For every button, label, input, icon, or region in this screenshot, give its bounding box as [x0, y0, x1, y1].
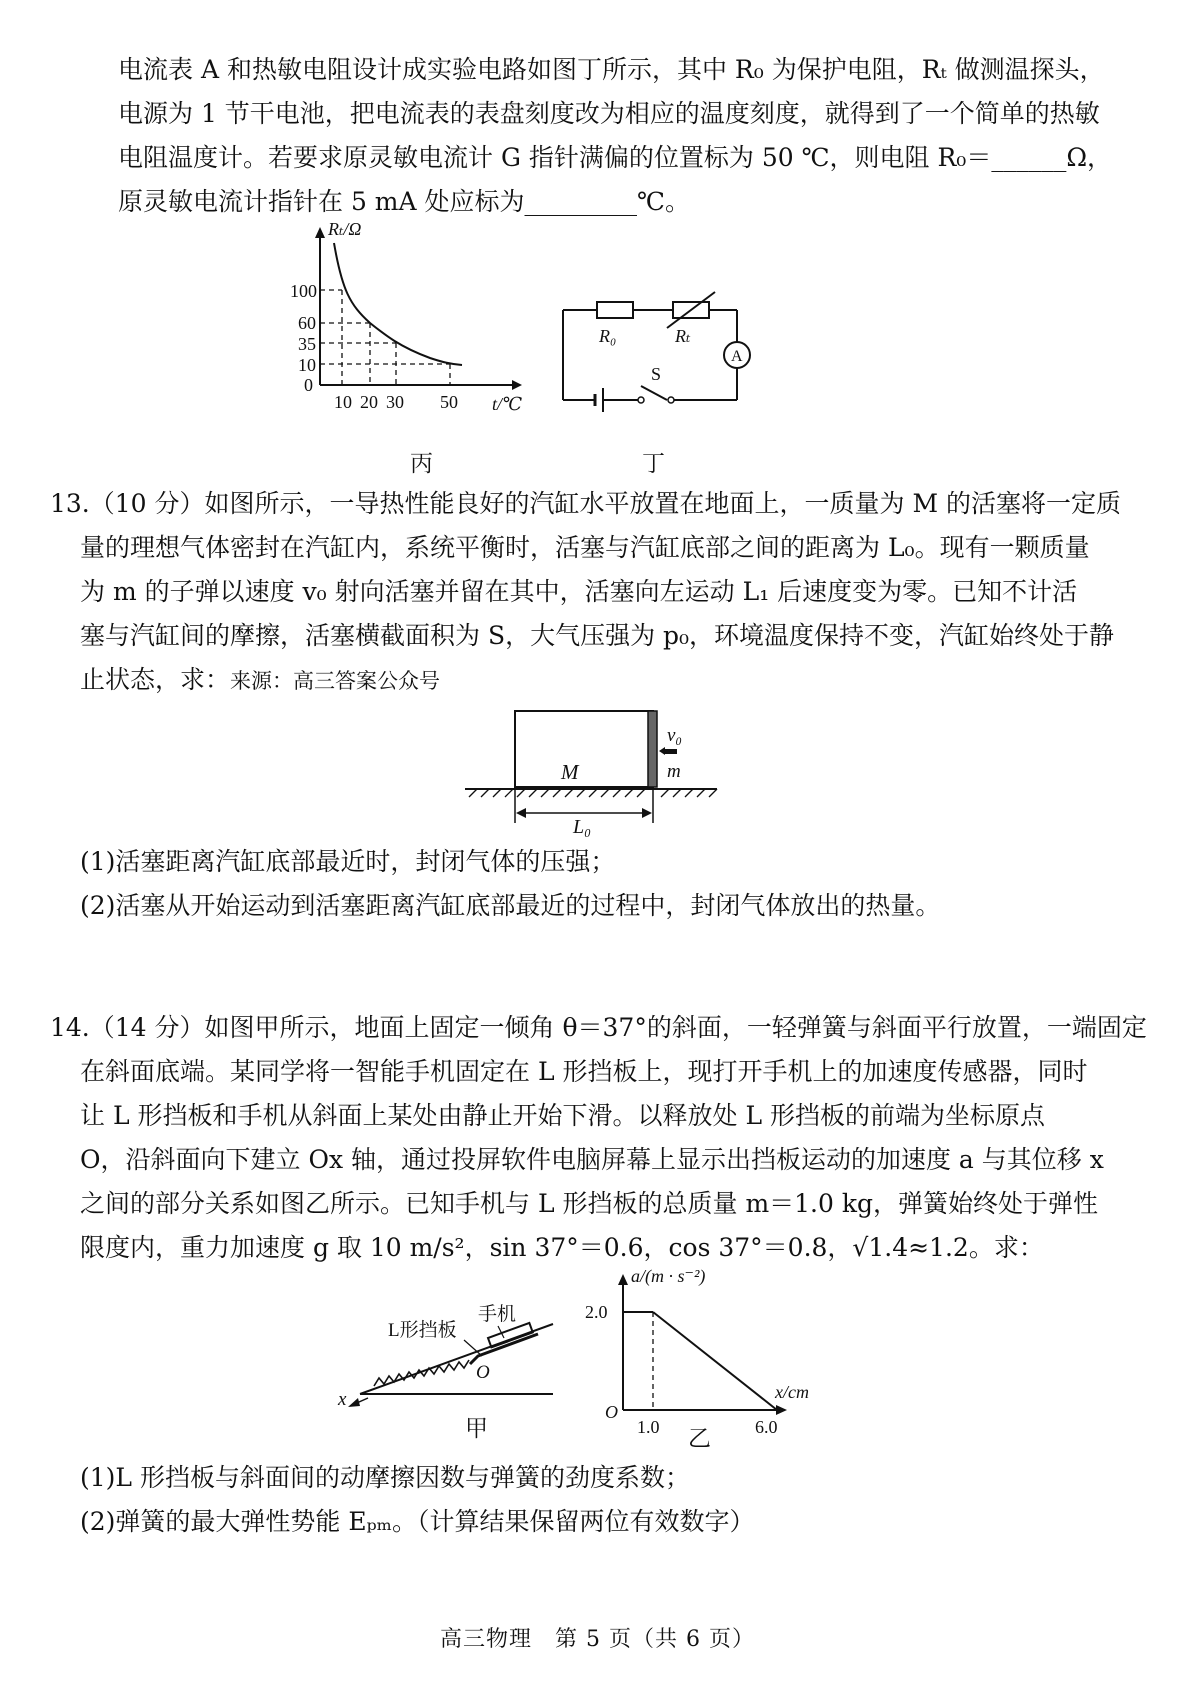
intro-line-1: 电流表 A 和热敏电阻设计成实验电路如图丁所示，其中 R₀ 为保护电阻，Rₜ 做测温探头，: [118, 55, 1105, 84]
q13-line-5: 止状态，求：: [80, 665, 231, 694]
q13-line-2: 量的理想气体密封在汽缸内，系统平衡时，活塞与汽缸底部之间的距离为 L₀。现有一颗质量: [80, 533, 1090, 562]
yi-x-tick-1: 1.0: [637, 1417, 660, 1437]
ammeter-label: A: [731, 348, 743, 365]
q14-line-5: 之间的部分关系如图乙所示。已知手机与 L 形挡板的总质量 m＝1.0 kg，弹簧始终处于弹性: [80, 1189, 1099, 1218]
v0-label: v₀: [667, 725, 683, 746]
q14-line-6: 限度内，重力加速度 g 取 10 m/s²，sin 37°＝0.6，cos 37°＝0.8，√1.4≈1.2。求：: [80, 1233, 1044, 1262]
bing-origin: 0: [304, 375, 313, 395]
jia-x-label: x: [338, 1389, 347, 1410]
switch-label: S: [651, 364, 662, 384]
bing-curve: [334, 243, 462, 365]
bing-caption: 丙: [410, 451, 433, 477]
bing-y-tick-35: 35: [298, 334, 316, 354]
q14-part-1: (1)L 形挡板与斜面间的动摩擦因数与弹簧的劲度系数；: [80, 1463, 690, 1492]
mass-M-label: M: [561, 760, 579, 784]
l0-label: L₀: [573, 816, 592, 838]
bing-ylabel: Rₜ/Ω: [328, 219, 362, 239]
bing-x-tick-10: 10: [334, 392, 352, 412]
q13-line-1: 13.（10 分）如图所示，一导热性能良好的汽缸水平放置在地面上，一质量为 M 的活塞将一定质: [50, 489, 1122, 518]
jia-o-label: O: [476, 1362, 490, 1383]
yi-y-tick: 2.0: [585, 1302, 608, 1322]
figure-q13-cylinder: [455, 705, 735, 838]
q14-part-2: (2)弹簧的最大弹性势能 Eₚₘ。（计算结果保留两位有效数字）: [80, 1507, 755, 1536]
bing-y-tick-60: 60: [298, 313, 316, 333]
figure-bing-graph: [290, 219, 560, 440]
bing-x-arrow: [512, 380, 522, 390]
spring: [374, 1360, 469, 1386]
rt-label: Rₜ: [675, 326, 691, 346]
bing-y-arrow: [315, 227, 325, 238]
q14-line-4: O，沿斜面向下建立 Ox 轴，通过投屏软件电脑屏幕上显示出挡板运动的加速度 a 与其位移 x: [80, 1145, 1104, 1174]
q13-part-1: (1)活塞距离汽缸底部最近时，封闭气体的压强；: [80, 847, 616, 876]
l-board-label: L形挡板: [388, 1320, 457, 1341]
yi-caption: 乙: [688, 1426, 711, 1452]
l-board: [470, 1334, 538, 1364]
intro-line-3: 电阻温度计。若要求原灵敏电流计 G 指针满偏的位置标为 50 ℃，则电阻 R₀＝______Ω，: [118, 143, 1113, 172]
q14-line-2: 在斜面底端。某同学将一智能手机固定在 L 形挡板上，现打开手机上的加速度传感器，同时: [80, 1057, 1088, 1086]
q13-line-4: 塞与汽缸间的摩擦，活塞横截面积为 S，大气压强为 p₀，环境温度保持不变，汽缸始终处于静: [80, 621, 1115, 650]
switch-lever: [641, 386, 667, 400]
q13-part-2: (2)活塞从开始运动到活塞距离汽缸底部最近的过程中，封闭气体放出的热量。: [80, 891, 941, 920]
bing-y-tick-10: 10: [298, 355, 316, 375]
q13-line-3: 为 m 的子弹以速度 v₀ 射向活塞并留在其中，活塞向左运动 L₁ 后速度变为零。已知不计活: [80, 577, 1078, 606]
figure-yi-graph: [585, 1266, 835, 1437]
figure-jia-incline: [338, 1290, 568, 1410]
bullet-arrow: [659, 747, 665, 755]
yi-origin: O: [605, 1402, 618, 1422]
intro-line-2: 电源为 1 节干电池，把电流表的表盘刻度改为相应的温度刻度，就得到了一个简单的热敏: [118, 99, 1100, 128]
bullet-m-label: m: [667, 761, 681, 782]
bullet: [665, 749, 677, 754]
q14-line-1: 14.（14 分）如图甲所示，地面上固定一倾角 θ＝37°的斜面，一轻弹簧与斜面平行放置，一端固定: [50, 1013, 1147, 1042]
bing-xlabel: t/℃: [492, 394, 523, 414]
yi-ylabel: a/(m · s⁻²): [631, 1266, 706, 1286]
figure-ding-circuit: [555, 290, 815, 435]
bing-x-tick-30: 30: [386, 392, 404, 412]
ding-caption: 丁: [642, 451, 665, 477]
bing-y-tick-100: 100: [290, 281, 317, 301]
yi-xlabel: x/cm: [775, 1382, 809, 1402]
q14-line-3: 让 L 形挡板和手机从斜面上某处由静止开始下滑。以释放处 L 形挡板的前端为坐标原点: [80, 1101, 1045, 1130]
phone-label: 手机: [478, 1304, 517, 1325]
intro-line-4: 原灵敏电流计指针在 5 mA 处应标为_________℃。: [118, 187, 690, 216]
yi-linear-segment: [653, 1312, 777, 1410]
cylinder-body: [515, 711, 653, 787]
rt-thermistor-slash: [667, 292, 715, 328]
page-footer: 高三物理 第 5 页（共 6 页）: [440, 1627, 755, 1652]
bing-x-tick-20: 20: [360, 392, 378, 412]
ground-hatch: [469, 789, 717, 797]
q13-source-note: 来源：高三答案公众号: [230, 669, 441, 693]
jia-caption: 甲: [465, 1416, 488, 1442]
piston: [648, 711, 657, 787]
yi-x-tick-6: 6.0: [755, 1417, 778, 1437]
r0-label: R₀: [599, 326, 617, 346]
bing-x-tick-50: 50: [440, 392, 458, 412]
bing-dashed-guides: [320, 290, 450, 385]
r0-resistor: [597, 302, 633, 318]
